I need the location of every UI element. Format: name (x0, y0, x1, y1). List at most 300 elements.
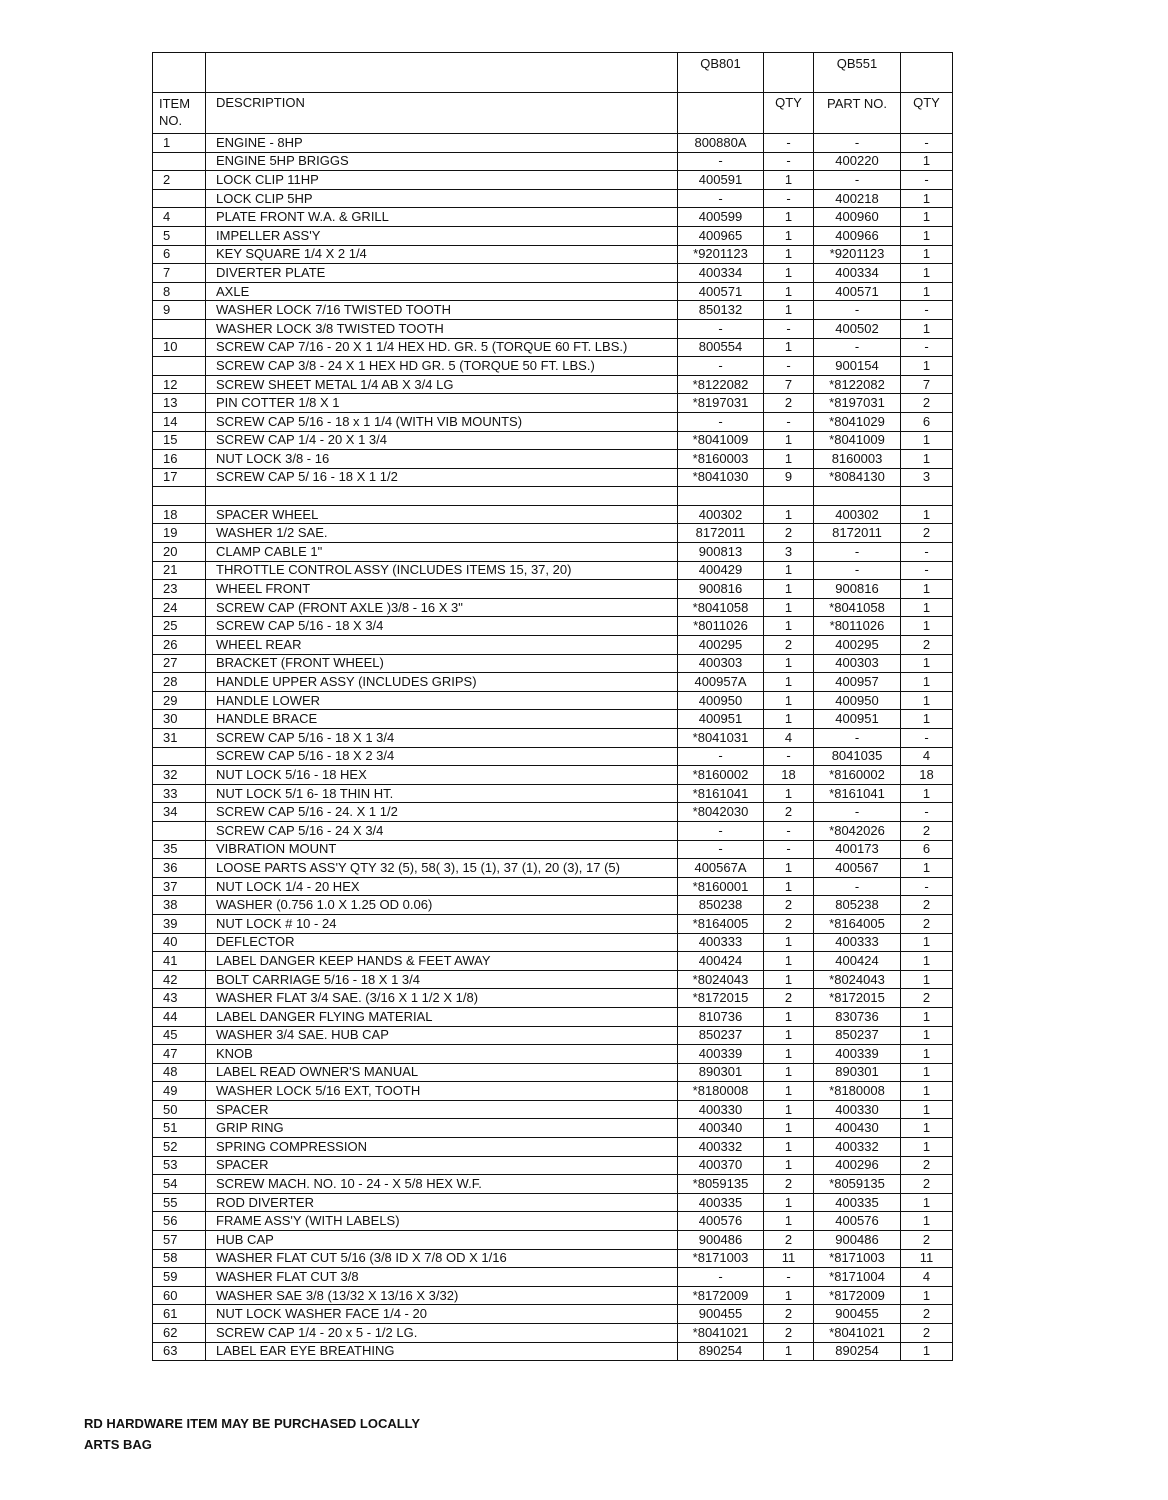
item-no-cell: 36 (153, 859, 206, 878)
qty-a-cell: 1 (764, 952, 814, 971)
qty-b-cell: 2 (901, 914, 953, 933)
qty-a-cell: - (764, 152, 814, 171)
item-no-cell: 19 (153, 524, 206, 543)
qty-a-cell: - (764, 357, 814, 376)
part-no-a-cell: 890254 (678, 1342, 764, 1361)
qty-b-cell: 2 (901, 1156, 953, 1175)
description-cell: SPRING COMPRESSION (206, 1138, 678, 1157)
item-no-cell: 5 (153, 226, 206, 245)
part-no-a-cell: 400957A (678, 673, 764, 692)
qty-a-cell: 1 (764, 970, 814, 989)
table-row (153, 1212, 953, 1231)
part-no-b-cell: 900816 (814, 580, 901, 599)
description-cell: SPACER WHEEL (206, 505, 678, 524)
table-row (153, 375, 953, 394)
part-no-b-cell: *8180008 (814, 1082, 901, 1101)
item-no-cell: 2 (153, 171, 206, 190)
part-no-b-cell: 830736 (814, 1007, 901, 1026)
table-row (153, 431, 953, 450)
description-cell: WHEEL REAR (206, 636, 678, 655)
table-row (153, 1100, 953, 1119)
table-row (153, 1156, 953, 1175)
qty-a-cell: - (764, 319, 814, 338)
part-no-a-cell: 800880A (678, 134, 764, 153)
qty-a-cell: 1 (764, 450, 814, 469)
qty-b-cell: 1 (901, 859, 953, 878)
part-no-a-cell: 400571 (678, 282, 764, 301)
item-no-cell: 55 (153, 1193, 206, 1212)
item-no-cell: 50 (153, 1100, 206, 1119)
qty-b-cell: 1 (901, 1063, 953, 1082)
qty-b-cell: 2 (901, 524, 953, 543)
part-no-a-cell: - (678, 319, 764, 338)
table-row (153, 710, 953, 729)
item-no-cell: 15 (153, 431, 206, 450)
qty-b-cell: 1 (901, 580, 953, 599)
part-no-b-cell: *9201123 (814, 245, 901, 264)
table-row (153, 189, 953, 208)
part-no-b-cell: *8084130 (814, 468, 901, 487)
part-no-b-cell: 400951 (814, 710, 901, 729)
qty-b-cell: 2 (901, 896, 953, 915)
qty-a-cell: 1 (764, 691, 814, 710)
part-no-b-cell: - (814, 543, 901, 562)
part-no-b-cell: 805238 (814, 896, 901, 915)
part-no-a-cell: 400429 (678, 561, 764, 580)
description-cell: LOOSE PARTS ASS'Y QTY 32 (5), 58( 3), 15 (1), 37 (1), 20 (3), 17 (5) (206, 859, 678, 878)
header-blank-qty-b (901, 53, 953, 93)
item-no-cell: 26 (153, 636, 206, 655)
qty-b-cell: 1 (901, 357, 953, 376)
part-no-a-cell: *8059135 (678, 1175, 764, 1194)
part-no-b-cell: - (814, 171, 901, 190)
item-no-cell: 10 (153, 338, 206, 357)
description-cell: WASHER FLAT CUT 5/16 (3/8 ID X 7/8 OD X 1/16 (206, 1249, 678, 1268)
table-row (153, 989, 953, 1008)
part-no-a-cell: 900486 (678, 1231, 764, 1250)
item-no-cell: 40 (153, 933, 206, 952)
part-no-a-cell: 900816 (678, 580, 764, 599)
qty-b-cell: 1 (901, 1026, 953, 1045)
description-cell: WASHER LOCK 3/8 TWISTED TOOTH (206, 319, 678, 338)
part-no-a-cell: *8172009 (678, 1286, 764, 1305)
part-no-a-cell: *8024043 (678, 970, 764, 989)
qty-a-cell: 1 (764, 1100, 814, 1119)
description-cell: SPACER (206, 1100, 678, 1119)
item-no-cell: 49 (153, 1082, 206, 1101)
part-no-a-cell: 890301 (678, 1063, 764, 1082)
qty-b-cell: 1 (901, 226, 953, 245)
table-row (153, 1268, 953, 1287)
item-no-cell: 4 (153, 208, 206, 227)
description-cell: LABEL DANGER FLYING MATERIAL (206, 1007, 678, 1026)
item-no-cell (153, 357, 206, 376)
part-no-a-cell: 400340 (678, 1119, 764, 1138)
qty-b-cell: 4 (901, 747, 953, 766)
table-row (153, 1286, 953, 1305)
part-no-b-cell: 900455 (814, 1305, 901, 1324)
item-no-cell: 63 (153, 1342, 206, 1361)
qty-b-cell: 1 (901, 282, 953, 301)
part-no-b-cell: - (814, 301, 901, 320)
description-cell: LOCK CLIP 11HP (206, 171, 678, 190)
description-cell: NUT LOCK WASHER FACE 1/4 - 20 (206, 1305, 678, 1324)
qty-a-cell: 1 (764, 933, 814, 952)
table-row (153, 1175, 953, 1194)
item-no-cell: 30 (153, 710, 206, 729)
part-no-a-cell: 400567A (678, 859, 764, 878)
qty-a-cell: - (764, 1268, 814, 1287)
table-row (153, 1193, 953, 1212)
qty-a-cell: 1 (764, 226, 814, 245)
table-row (153, 914, 953, 933)
qty-a-cell: 1 (764, 282, 814, 301)
table-row (153, 524, 953, 543)
description-cell: HUB CAP (206, 1231, 678, 1250)
part-no-b-cell: *8041009 (814, 431, 901, 450)
qty-b-cell: - (901, 561, 953, 580)
qty-b-cell: 1 (901, 189, 953, 208)
qty-a-cell: 3 (764, 543, 814, 562)
part-no-b-cell: 400430 (814, 1119, 901, 1138)
description-cell: WASHER (0.756 1.0 X 1.25 OD 0.06) (206, 896, 678, 915)
part-no-b-cell: 900486 (814, 1231, 901, 1250)
description-cell: DIVERTER PLATE (206, 264, 678, 283)
part-no-b-cell: 400295 (814, 636, 901, 655)
table-row (153, 598, 953, 617)
part-no-b-cell: 400302 (814, 505, 901, 524)
qty-a-cell: 1 (764, 580, 814, 599)
item-no-cell (153, 189, 206, 208)
part-no-a-cell: 400591 (678, 171, 764, 190)
part-no-b-cell: 400957 (814, 673, 901, 692)
part-no-a-cell: - (678, 747, 764, 766)
part-no-b-cell: 8172011 (814, 524, 901, 543)
model-header-row (153, 53, 953, 93)
qty-b-cell: 1 (901, 264, 953, 283)
description-cell: BRACKET (FRONT WHEEL) (206, 654, 678, 673)
part-no-b-cell: 900154 (814, 357, 901, 376)
part-no-a-cell: *8171003 (678, 1249, 764, 1268)
description-cell: WASHER 3/4 SAE. HUB CAP (206, 1026, 678, 1045)
qty-a-cell: 1 (764, 301, 814, 320)
part-no-b-cell: *8041029 (814, 412, 901, 431)
qty-b-cell: 1 (901, 1342, 953, 1361)
item-no-cell: 51 (153, 1119, 206, 1138)
table-row (153, 766, 953, 785)
part-no-b-cell: - (814, 877, 901, 896)
qty-a-cell: 7 (764, 375, 814, 394)
qty-a-cell: 1 (764, 710, 814, 729)
description-cell: ENGINE - 8HP (206, 134, 678, 153)
part-no-a-cell: *8161041 (678, 784, 764, 803)
table-row (153, 729, 953, 748)
qty-a-cell: 2 (764, 989, 814, 1008)
table-row (153, 543, 953, 562)
part-no-a-cell: 400370 (678, 1156, 764, 1175)
qty-b-cell: 1 (901, 431, 953, 450)
qty-b-cell: - (901, 543, 953, 562)
description-cell: WASHER SAE 3/8 (13/32 X 13/16 X 3/32) (206, 1286, 678, 1305)
qty-b-cell: 2 (901, 636, 953, 655)
description-cell: LOCK CLIP 5HP (206, 189, 678, 208)
part-no-b-cell: 400567 (814, 859, 901, 878)
item-no-cell: 38 (153, 896, 206, 915)
part-no-b-cell: *8197031 (814, 394, 901, 413)
table-row (153, 338, 953, 357)
item-no-cell: 43 (153, 989, 206, 1008)
qty-b-cell: - (901, 338, 953, 357)
item-no-cell: 45 (153, 1026, 206, 1045)
part-no-b-cell: 8160003 (814, 450, 901, 469)
description-cell: NUT LOCK 1/4 - 20 HEX (206, 877, 678, 896)
footnote-hardware: RD HARDWARE ITEM MAY BE PURCHASED LOCALLY (84, 1416, 421, 1431)
description-cell: DEFLECTOR (206, 933, 678, 952)
table-row (153, 1119, 953, 1138)
item-no-cell: 17 (153, 468, 206, 487)
table-row (153, 152, 953, 171)
description-cell: KNOB (206, 1045, 678, 1064)
part-no-a-cell: *8041021 (678, 1324, 764, 1343)
part-no-b-cell: 400571 (814, 282, 901, 301)
qty-a-cell: 1 (764, 1212, 814, 1231)
qty-b-header: QTY (901, 93, 953, 134)
description-cell: LABEL READ OWNER'S MANUAL (206, 1063, 678, 1082)
qty-b-cell: 1 (901, 1100, 953, 1119)
description-cell: WASHER FLAT 3/4 SAE. (3/16 X 1 1/2 X 1/8) (206, 989, 678, 1008)
description-cell: HANDLE LOWER (206, 691, 678, 710)
qty-b-cell: - (901, 171, 953, 190)
item-no-cell: 18 (153, 505, 206, 524)
qty-b-cell: 2 (901, 1175, 953, 1194)
qty-b-cell: 1 (901, 1193, 953, 1212)
item-no-cell: 42 (153, 970, 206, 989)
part-no-a-cell: *8160001 (678, 877, 764, 896)
qty-b-cell: - (901, 877, 953, 896)
table-row (153, 1342, 953, 1361)
qty-a-cell: 1 (764, 1156, 814, 1175)
item-no-cell: 29 (153, 691, 206, 710)
item-no-header: ITEM NO. (153, 93, 206, 134)
part-no-a-cell: 8172011 (678, 524, 764, 543)
item-no-cell: 39 (153, 914, 206, 933)
qty-b-cell: 1 (901, 1045, 953, 1064)
qty-a-cell: - (764, 134, 814, 153)
model-a-header: QB801 (678, 53, 764, 93)
part-no-a-cell: 400332 (678, 1138, 764, 1157)
part-no-b-cell: 890301 (814, 1063, 901, 1082)
table-row (153, 1324, 953, 1343)
description-cell: SCREW CAP 5/16 - 18 X 3/4 (206, 617, 678, 636)
table-row (153, 468, 953, 487)
description-cell: WASHER 1/2 SAE. (206, 524, 678, 543)
qty-a-cell: 1 (764, 673, 814, 692)
description-cell: NUT LOCK 3/8 - 16 (206, 450, 678, 469)
qty-b-cell: 2 (901, 989, 953, 1008)
table-row (153, 1305, 953, 1324)
qty-a-cell: 1 (764, 859, 814, 878)
part-no-a-cell: - (678, 1268, 764, 1287)
qty-a-cell: 1 (764, 245, 814, 264)
qty-b-cell (901, 487, 953, 506)
description-cell: SPACER (206, 1156, 678, 1175)
description-cell: VIBRATION MOUNT (206, 840, 678, 859)
qty-b-cell: - (901, 729, 953, 748)
qty-b-cell: 2 (901, 394, 953, 413)
qty-a-cell: 1 (764, 617, 814, 636)
item-no-cell: 59 (153, 1268, 206, 1287)
part-no-b-cell: 400330 (814, 1100, 901, 1119)
item-no-cell: 44 (153, 1007, 206, 1026)
part-no-a-cell: - (678, 840, 764, 859)
item-no-cell: 52 (153, 1138, 206, 1157)
item-no-cell: 37 (153, 877, 206, 896)
qty-a-cell: - (764, 840, 814, 859)
qty-a-cell: 1 (764, 1138, 814, 1157)
description-cell: THROTTLE CONTROL ASSY (INCLUDES ITEMS 15, 37, 20) (206, 561, 678, 580)
qty-a-cell: 2 (764, 1305, 814, 1324)
item-no-cell: 58 (153, 1249, 206, 1268)
header-blank-item (153, 53, 206, 93)
part-no-b-cell: *8172009 (814, 1286, 901, 1305)
table-row (153, 654, 953, 673)
header-blank-part-a (678, 93, 764, 134)
table-row (153, 636, 953, 655)
qty-a-cell: 1 (764, 264, 814, 283)
item-no-cell: 47 (153, 1045, 206, 1064)
description-cell: ROD DIVERTER (206, 1193, 678, 1212)
qty-b-cell: 18 (901, 766, 953, 785)
qty-a-cell: 2 (764, 524, 814, 543)
table-row (153, 282, 953, 301)
item-no-cell (153, 319, 206, 338)
part-no-b-cell: - (814, 134, 901, 153)
qty-a-cell: 1 (764, 1286, 814, 1305)
description-cell: KEY SQUARE 1/4 X 2 1/4 (206, 245, 678, 264)
qty-a-cell: 1 (764, 1026, 814, 1045)
qty-a-cell: 1 (764, 338, 814, 357)
part-no-a-cell: 400302 (678, 505, 764, 524)
item-no-cell: 35 (153, 840, 206, 859)
table-row (153, 803, 953, 822)
item-no-cell: 21 (153, 561, 206, 580)
qty-b-cell: 6 (901, 412, 953, 431)
table-row (153, 412, 953, 431)
item-no-cell: 25 (153, 617, 206, 636)
qty-a-cell: 1 (764, 1045, 814, 1064)
header-blank-qty-a (764, 53, 814, 93)
qty-b-cell: 1 (901, 1286, 953, 1305)
qty-a-cell: - (764, 412, 814, 431)
part-no-b-cell: 890254 (814, 1342, 901, 1361)
table-row (153, 245, 953, 264)
qty-a-cell: 1 (764, 877, 814, 896)
description-cell (206, 487, 678, 506)
part-no-a-cell: 850132 (678, 301, 764, 320)
part-no-b-cell: - (814, 729, 901, 748)
description-cell: LABEL EAR EYE BREATHING (206, 1342, 678, 1361)
qty-a-cell: 2 (764, 803, 814, 822)
part-no-b-cell: - (814, 561, 901, 580)
qty-b-cell: 1 (901, 933, 953, 952)
qty-b-cell: 1 (901, 450, 953, 469)
description-cell: GRIP RING (206, 1119, 678, 1138)
part-no-a-cell: 810736 (678, 1007, 764, 1026)
qty-a-cell: 1 (764, 1119, 814, 1138)
qty-b-cell: 1 (901, 245, 953, 264)
part-no-a-cell: 850237 (678, 1026, 764, 1045)
qty-b-cell: 1 (901, 1212, 953, 1231)
qty-a-cell: - (764, 747, 814, 766)
qty-a-cell: 1 (764, 431, 814, 450)
table-row (153, 1045, 953, 1064)
description-cell: WHEEL FRONT (206, 580, 678, 599)
table-row (153, 840, 953, 859)
qty-b-cell: 2 (901, 1231, 953, 1250)
description-cell: PIN COTTER 1/8 X 1 (206, 394, 678, 413)
description-cell: NUT LOCK # 10 - 24 (206, 914, 678, 933)
part-no-a-cell (678, 487, 764, 506)
table-row (153, 1138, 953, 1157)
table-row (153, 933, 953, 952)
table-row (153, 1082, 953, 1101)
description-cell: SCREW SHEET METAL 1/4 AB X 3/4 LG (206, 375, 678, 394)
qty-b-cell: 1 (901, 598, 953, 617)
part-no-a-cell: 400330 (678, 1100, 764, 1119)
qty-a-cell (764, 487, 814, 506)
part-no-b-cell: 400424 (814, 952, 901, 971)
part-no-b-cell: 400332 (814, 1138, 901, 1157)
table-row (153, 171, 953, 190)
part-no-a-cell: *8041031 (678, 729, 764, 748)
part-no-a-cell: 400295 (678, 636, 764, 655)
table-row (153, 821, 953, 840)
qty-a-cell: 2 (764, 394, 814, 413)
item-no-cell: 28 (153, 673, 206, 692)
table-row (153, 394, 953, 413)
description-cell: SCREW CAP 1/4 - 20 X 1 3/4 (206, 431, 678, 450)
qty-b-cell: 2 (901, 821, 953, 840)
part-no-a-cell: *8122082 (678, 375, 764, 394)
item-no-cell: 34 (153, 803, 206, 822)
qty-b-cell: 1 (901, 1082, 953, 1101)
table-row (153, 1249, 953, 1268)
item-no-cell: 8 (153, 282, 206, 301)
part-no-a-cell: 400424 (678, 952, 764, 971)
description-cell: WASHER FLAT CUT 3/8 (206, 1268, 678, 1287)
qty-b-cell: 1 (901, 1007, 953, 1026)
item-no-cell: 32 (153, 766, 206, 785)
part-no-b-cell: *8011026 (814, 617, 901, 636)
table-row (153, 450, 953, 469)
item-no-cell: 53 (153, 1156, 206, 1175)
table-row (153, 1063, 953, 1082)
item-no-cell: 7 (153, 264, 206, 283)
table-row (153, 319, 953, 338)
qty-a-cell: 2 (764, 1324, 814, 1343)
part-no-b-cell: *8160002 (814, 766, 901, 785)
table-row (153, 301, 953, 320)
qty-a-cell: 18 (764, 766, 814, 785)
part-no-a-cell: 800554 (678, 338, 764, 357)
table-row (153, 859, 953, 878)
item-no-cell: 6 (153, 245, 206, 264)
part-no-b-cell: *8024043 (814, 970, 901, 989)
description-cell: FRAME ASS'Y (WITH LABELS) (206, 1212, 678, 1231)
part-no-b-cell: *8042026 (814, 821, 901, 840)
description-cell: SCREW CAP 5/16 - 24. X 1 1/2 (206, 803, 678, 822)
part-no-b-cell: 400576 (814, 1212, 901, 1231)
